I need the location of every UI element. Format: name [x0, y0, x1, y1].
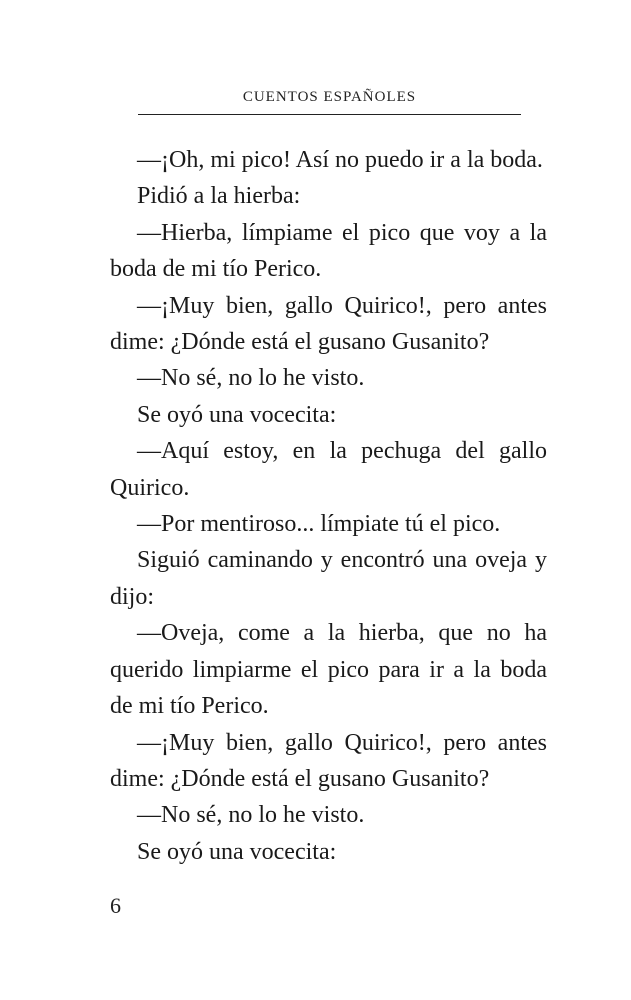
- paragraph: —¡Muy bien, gallo Quirico!, pero antes dime: ¿Dónde está el gusano Gusanito?: [110, 292, 547, 356]
- paragraph: —Por mentiroso... límpiate tú el pico.: [137, 511, 501, 538]
- paragraph: Siguió caminando y encontró una oveja y dijo:: [110, 547, 547, 610]
- paragraph: —Hierba, límpiame el pico que voy a la boda de mi tío Perico.: [110, 219, 547, 283]
- paragraph: Se oyó una vocecita:: [137, 838, 337, 865]
- paragraph: Se oyó una vocecita:: [137, 401, 337, 428]
- running-header: CUENTOS ESPAÑOLES: [242, 89, 417, 105]
- page-number: 6: [110, 893, 121, 918]
- paragraph: —¡Oh, mi pico! Así no puedo ir a la boda.: [137, 147, 543, 173]
- paragraph: —No sé, no lo he visto.: [137, 802, 365, 829]
- paragraph: —Aquí estoy, en la pechuga del gallo Quirico.: [110, 438, 547, 501]
- paragraph: Pidió a la hierba:: [137, 183, 301, 210]
- body-text: [110, 142, 547, 870]
- paragraph: —¡Muy bien, gallo Quirico!, pero antes dime: ¿Dónde está el gusano Gusanito?: [110, 729, 547, 792]
- paragraph: —No sé, no lo he visto.: [137, 365, 365, 392]
- paragraph: —Oveja, come a la hierba, que no ha querido limpiarme el pico para ir a la boda de mi tío Perico.: [110, 620, 547, 720]
- header-rule: [138, 114, 521, 115]
